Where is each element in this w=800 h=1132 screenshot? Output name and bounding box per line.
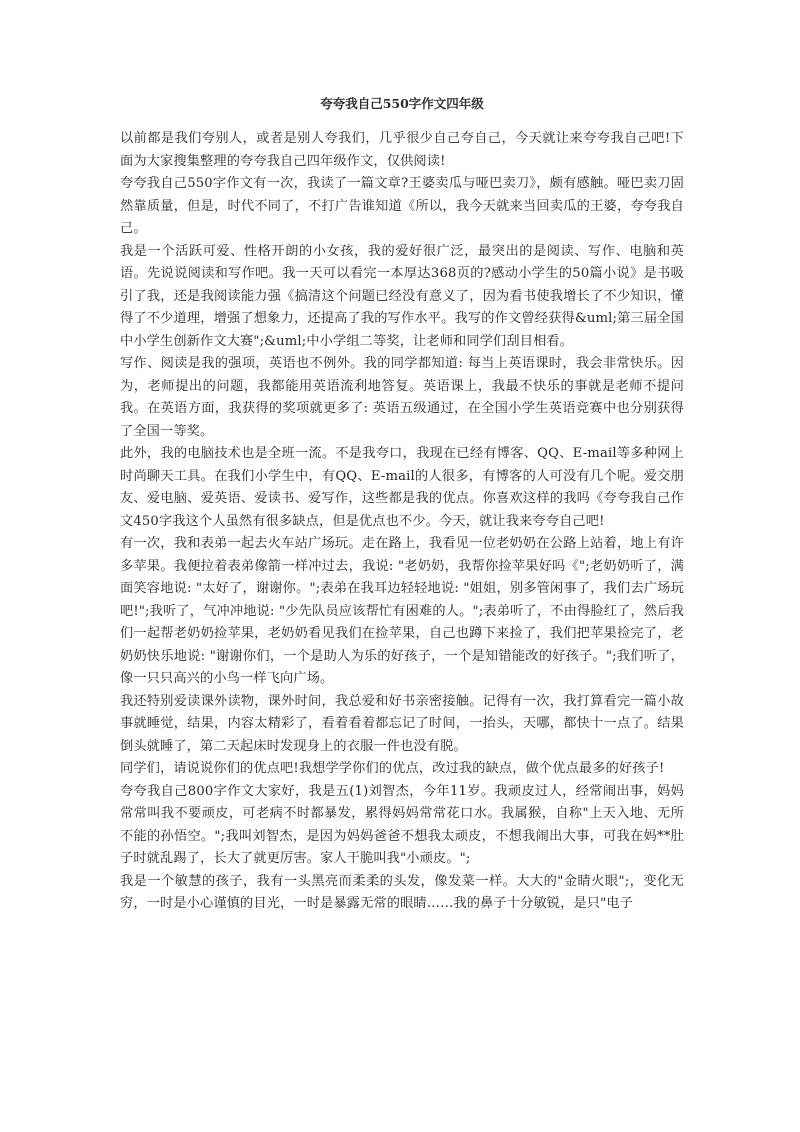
paragraph-smart-child: 我是一个敏慧的孩子，我有一头黑亮而柔柔的头发，像发菜一样。大大的"金睛火眼";，变化无穷，一时是小心谨慎的目光，一时是暴露无常的眼睛……我的鼻子十分敏锐，是只"电子 [120, 873, 684, 911]
paragraph-english: 写作、阅读是我的强项，英语也不例外。我的同学都知道: 每当上英语课时，我会非常快乐。因为，老师提出的问题，我都能用英语流利地答复。英语课上，我最不快乐的事就是老师不提问我。在英语方面，我获得的奖项就更多了: 英语五级通过，在全国小学生英语竞赛中也分别获得了全国一等奖。 [120, 356, 684, 439]
paragraph-wangpo: 夸夸我自己550字作文有一次，我读了一篇文章?王婆卖瓜与哑巴卖刀》，颇有感触。哑巴卖刀固然靠质量，但是，时代不同了，不打广告谁知道《所以，我今天就来当回卖瓜的王婆，夸夸我自己。 [120, 176, 684, 236]
paragraph-reading-writing: 我是一个活跃可爱、性格开朗的小女孩，我的爱好很广泛，最突出的是阅读、写作、电脑和英语。先说说阅读和写作吧。我一天可以看完一本厚达368页的?感动小学生的50篇小说》是书吸引了我，还是我阅读能力强《搞清这个问题已经没有意义了，因为看书使我增长了不少知识，懂得了不少道理，增强了想象力，还提高了我的写作水平。我写的作文曾经获得&uml;第三届全国中小学生创新作文大赛";&uml;中小学组二等奖，让老师和同学们刮目相看。 [120, 243, 684, 349]
paragraph-intro: 以前都是我们夸别人，或者是别人夸我们，几乎很少自己夸自己，今天就让来夸夸我自己吧!下面为大家搜集整理的夸夸我自己四年级作文，仅供阅读! [120, 131, 684, 169]
paragraph-liuzhijie: 夸夸我自己800字作文大家好，我是五(1)刘智杰，今年11岁。我顽皮过人，经常闹出事，妈妈常常叫我不要顽皮，可老病不时都暴发，累得妈妈常常花口水。我属猴，自称"上天入地、无所不能的孙悟空。";我叫刘智杰，是因为妈妈爸爸不想我太顽皮，不想我闹出大事，可我在妈**肚子时就乱踢了，长大了就更厉害。家人干脆叫我"小顽皮。"; [120, 783, 684, 866]
paragraph-apples: 有一次，我和表弟一起去火车站广场玩。走在路上，我看见一位老奶奶在公路上站着，地上有许多苹果。我便拉着表弟像箭一样冲过去，我说: "老奶奶，我帮你捡苹果好吗《";老奶奶听了，满面笑容地说: "太好了，谢谢你。";表弟在我耳边轻轻地说: "姐姐，别多管闲事了，我们去广场玩吧!";我听了，气冲冲地说: "少先队员应该帮忙有困难的人。";表弟听了，不由得脸红了，然后我们一起帮老奶奶捡苹果，老奶奶看见我们在捡苹果，自己也蹲下来捡了，我们把苹果捡完了，老奶奶快乐地说: "谢谢你们，一个是助人为乐的好孩子，一个是知错能改的好孩子。";我们听了，像一只只高兴的小鸟一样飞向广场。 [120, 536, 684, 686]
document-title: 夸夸我自己550字作文四年级 [320, 96, 484, 111]
paragraph-classmates: 同学们，请说说你们的优点吧!我想学学你们的优点，改过我的缺点，做个优点最多的好孩子! [120, 761, 665, 776]
paragraph-books: 我还特别爱读课外读物，课外时间，我总爱和好书亲密接触。记得有一次，我打算看完一篇小故事就睡觉，结果，内容太精彩了，看着看着都忘记了时间，一抬头，天哪，都快十一点了。结果倒头就睡了，第二天起床时发现身上的衣服一件也没有脱。 [120, 693, 684, 754]
document-page [120, 96, 684, 916]
paragraph-computer: 此外，我的电脑技术也是全班一流。不是我夸口，我现在已经有博客、QQ、E-mail等多种网上时尚聊天工具。在我们小学生中，有QQ、E-mail的人很多，有博客的人可没有几个呢。爱交朋友、爱电脑、爱英语、爱读书、爱写作，这些都是我的优点。你喜欢这样的我吗《夸夸我自己作文450字我这个人虽然有很多缺点，但是优点也不少。今天，就让我来夸夸自己吧! [120, 446, 684, 529]
